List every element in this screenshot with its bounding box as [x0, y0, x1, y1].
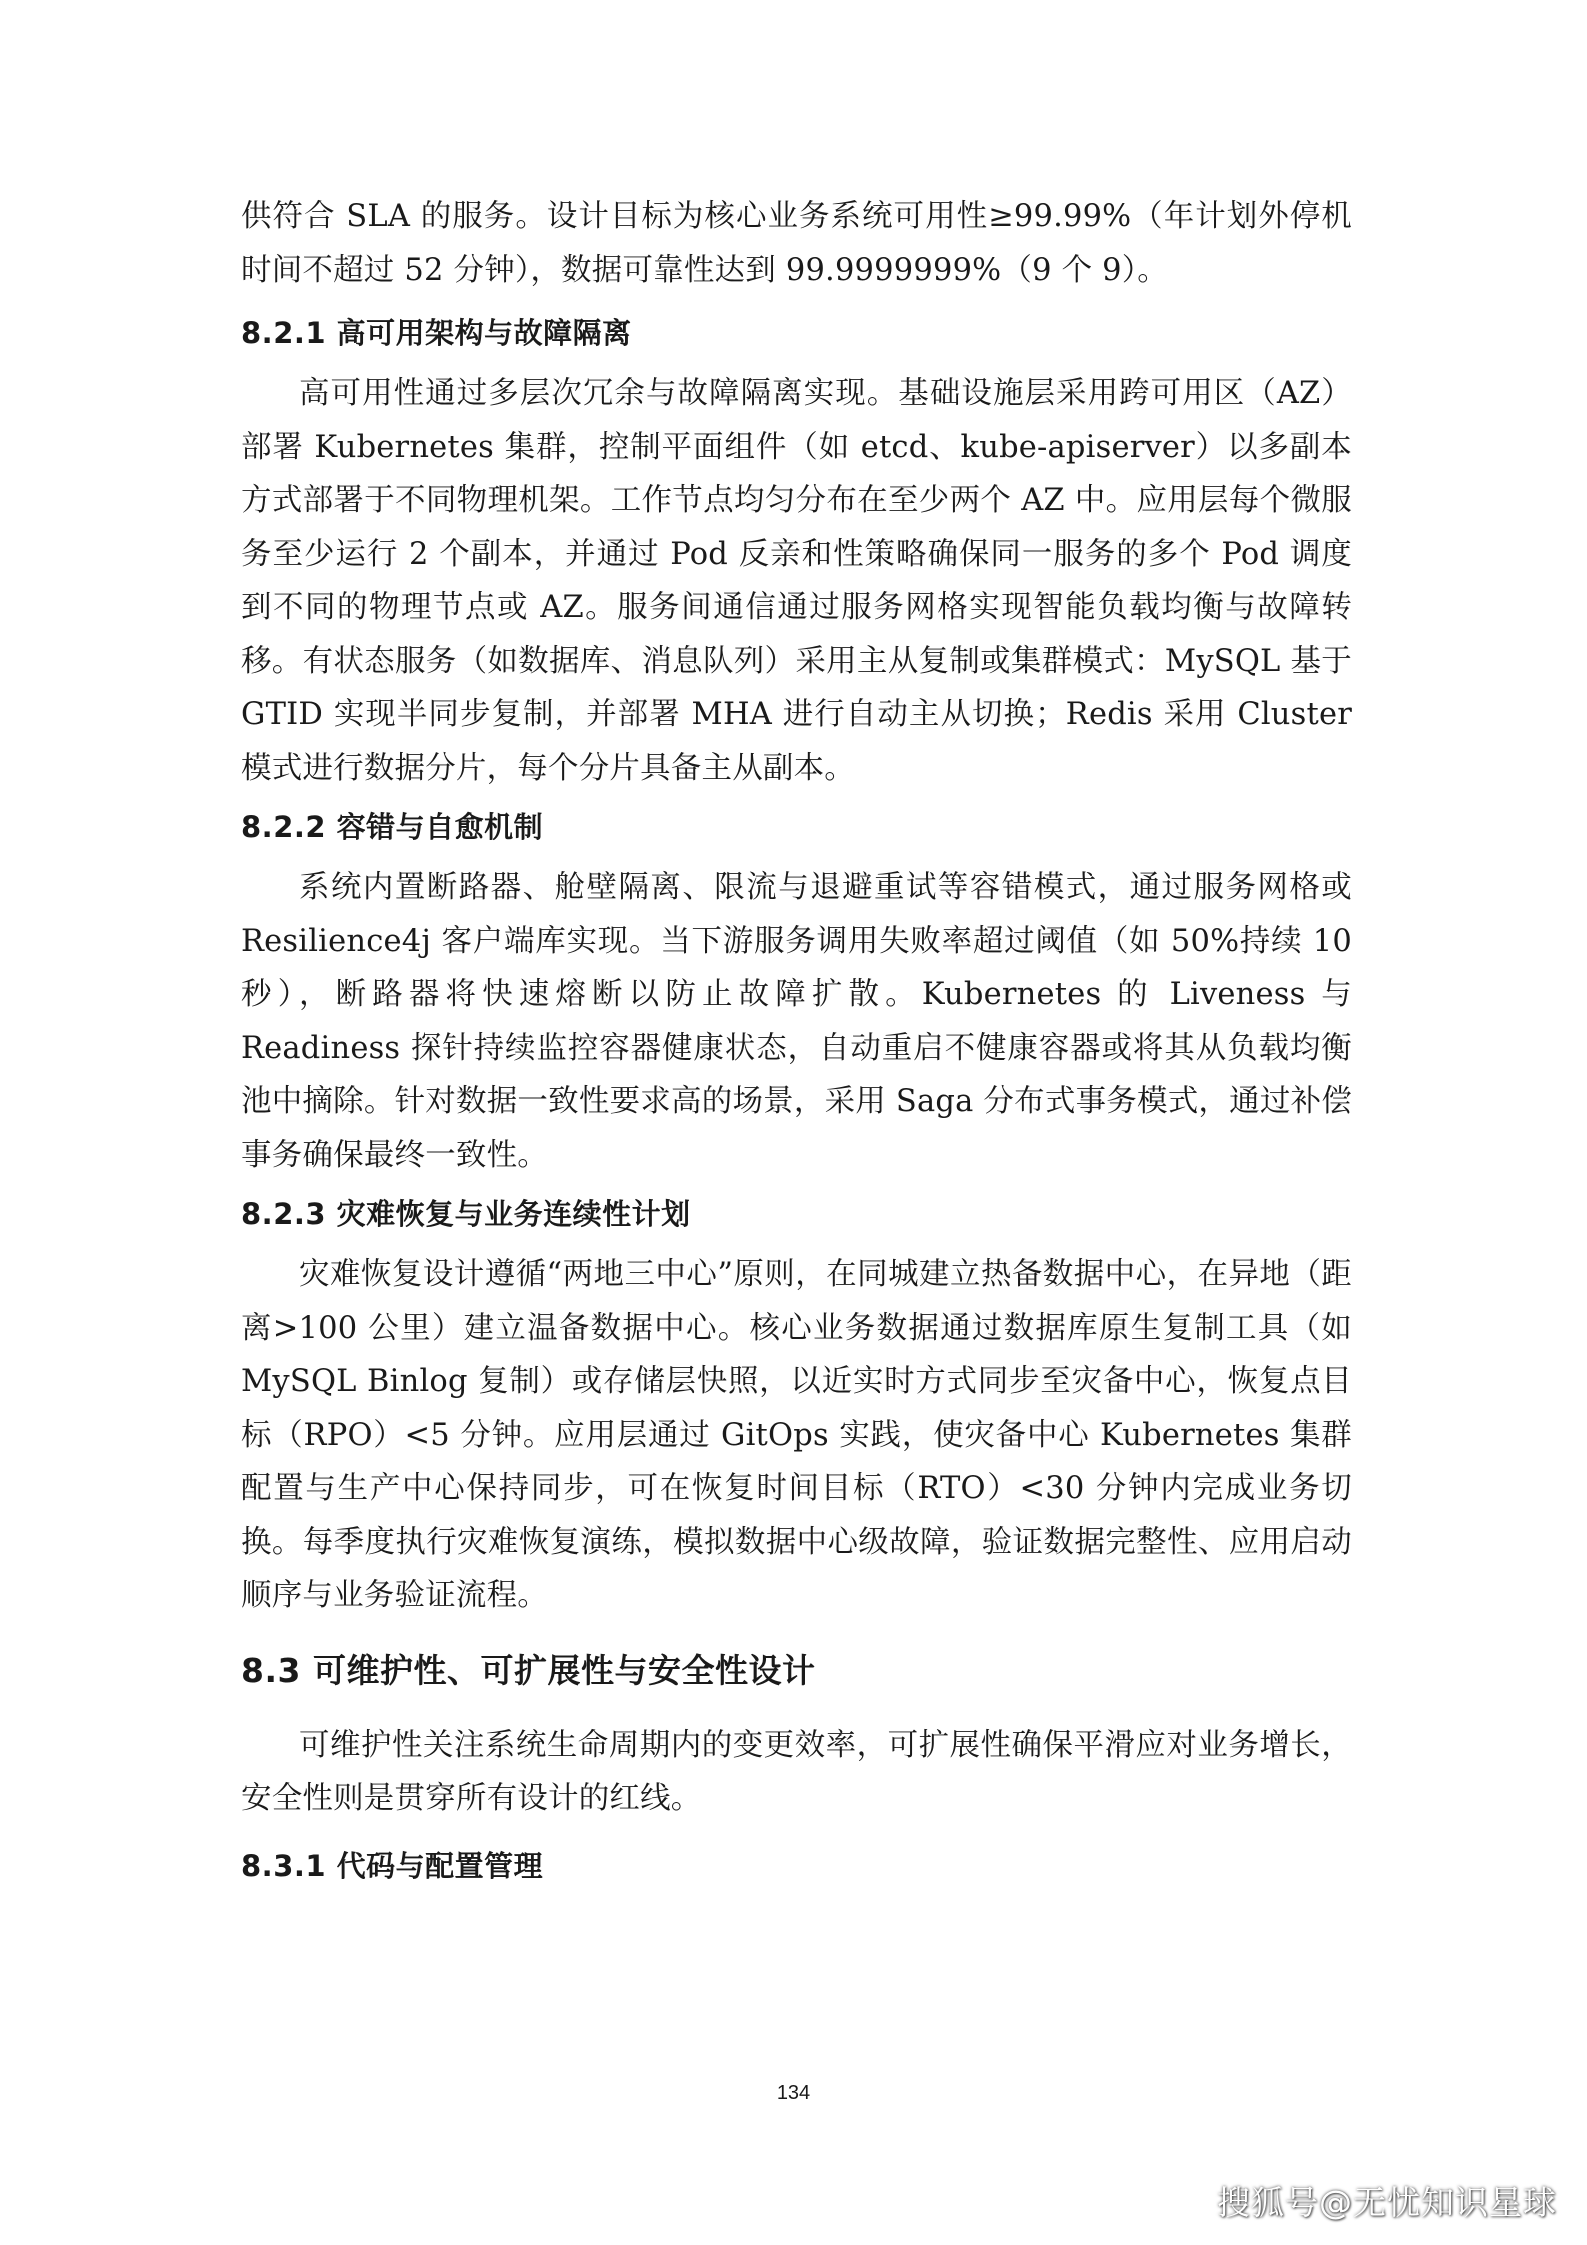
watermark-text: 搜狐号@无忧知识星球	[1217, 2183, 1557, 2222]
document-page	[241, 190, 1352, 1886]
section-heading-8-2-1: 8.2.1 高可用架构与故障隔离	[241, 316, 632, 350]
section-body-8-2-1: 高可用性通过多层次冗余与故障隔离实现。基础设施层采用跨可用区（AZ）部署 Kubernetes 集群，控制平面组件（如 etcd、kube-apiserver）以多副本方式部署于不同物理机架。工作节点均匀分布在至少两个 AZ 中。应用层每个微服务至少运行 2 个副本，并通过 Pod 反亲和性策略确保同一服务的多个 Pod 调度到不同的物理节点或 AZ。服务间通信通过服务网格实现智能负载均衡与故障转移。有状态服务（如数据库、消息队列）采用主从复制或集群模式：MySQL 基于 GTID 实现半同步复制，并部署 MHA 进行自动主从切换；Redis 采用 Cluster 模式进行数据分片，每个分片具备主从副本。	[241, 376, 1352, 786]
section-body-8-3: 可维护性关注系统生命周期内的变更效率，可扩展性确保平滑应对业务增长，安全性则是贯穿所有设计的红线。	[241, 1727, 1352, 1816]
intro-paragraph: 供符合 SLA 的服务。设计目标为核心业务系统可用性≥99.99%（年计划外停机时间不超过 52 分钟），数据可靠性达到 99.9999999%（9 个 9）。	[241, 199, 1352, 288]
section-heading-8-2-3: 8.2.3 灾难恢复与业务连续性计划	[241, 1197, 691, 1231]
section-body-8-2-3: 灾难恢复设计遵循“两地三中心”原则，在同城建立热备数据中心，在异地（距离>100 公里）建立温备数据中心。核心业务数据通过数据库原生复制工具（如 MySQL Binlog 复制）或存储层快照，以近实时方式同步至灾备中心，恢复点目标（RPO）<5 分钟。应用层通过 GitOps 实践，使灾备中心 Kubernetes 集群配置与生产中心保持同步，可在恢复时间目标（RTO）<30 分钟内完成业务切换。每季度执行灾难恢复演练，模拟数据中心级故障，验证数据完整性、应用启动顺序与业务验证流程。	[241, 1257, 1352, 1613]
section-heading-8-3-1: 8.3.1 代码与配置管理	[241, 1848, 544, 1883]
page-number: 134	[776, 2082, 811, 2104]
section-body-8-2-2: 系统内置断路器、舱壁隔离、限流与退避重试等容错模式，通过服务网格或 Resilience4j 客户端库实现。当下游服务调用失败率超过阈值（如 50%持续 10 秒），断路器将快速熔断以防止故障扩散。Kubernetes 的 Liveness 与 Readiness 探针持续监控容器健康状态，自动重启不健康容器或将其从负载均衡池中摘除。针对数据一致性要求高的场景，采用 Saga 分布式事务模式，通过补偿事务确保最终一致性。	[241, 870, 1352, 1173]
section-heading-8-3: 8.3 可维护性、可扩展性与安全性设计	[241, 1650, 816, 1690]
section-heading-8-2-2: 8.2.2 容错与自愈机制	[241, 810, 544, 844]
